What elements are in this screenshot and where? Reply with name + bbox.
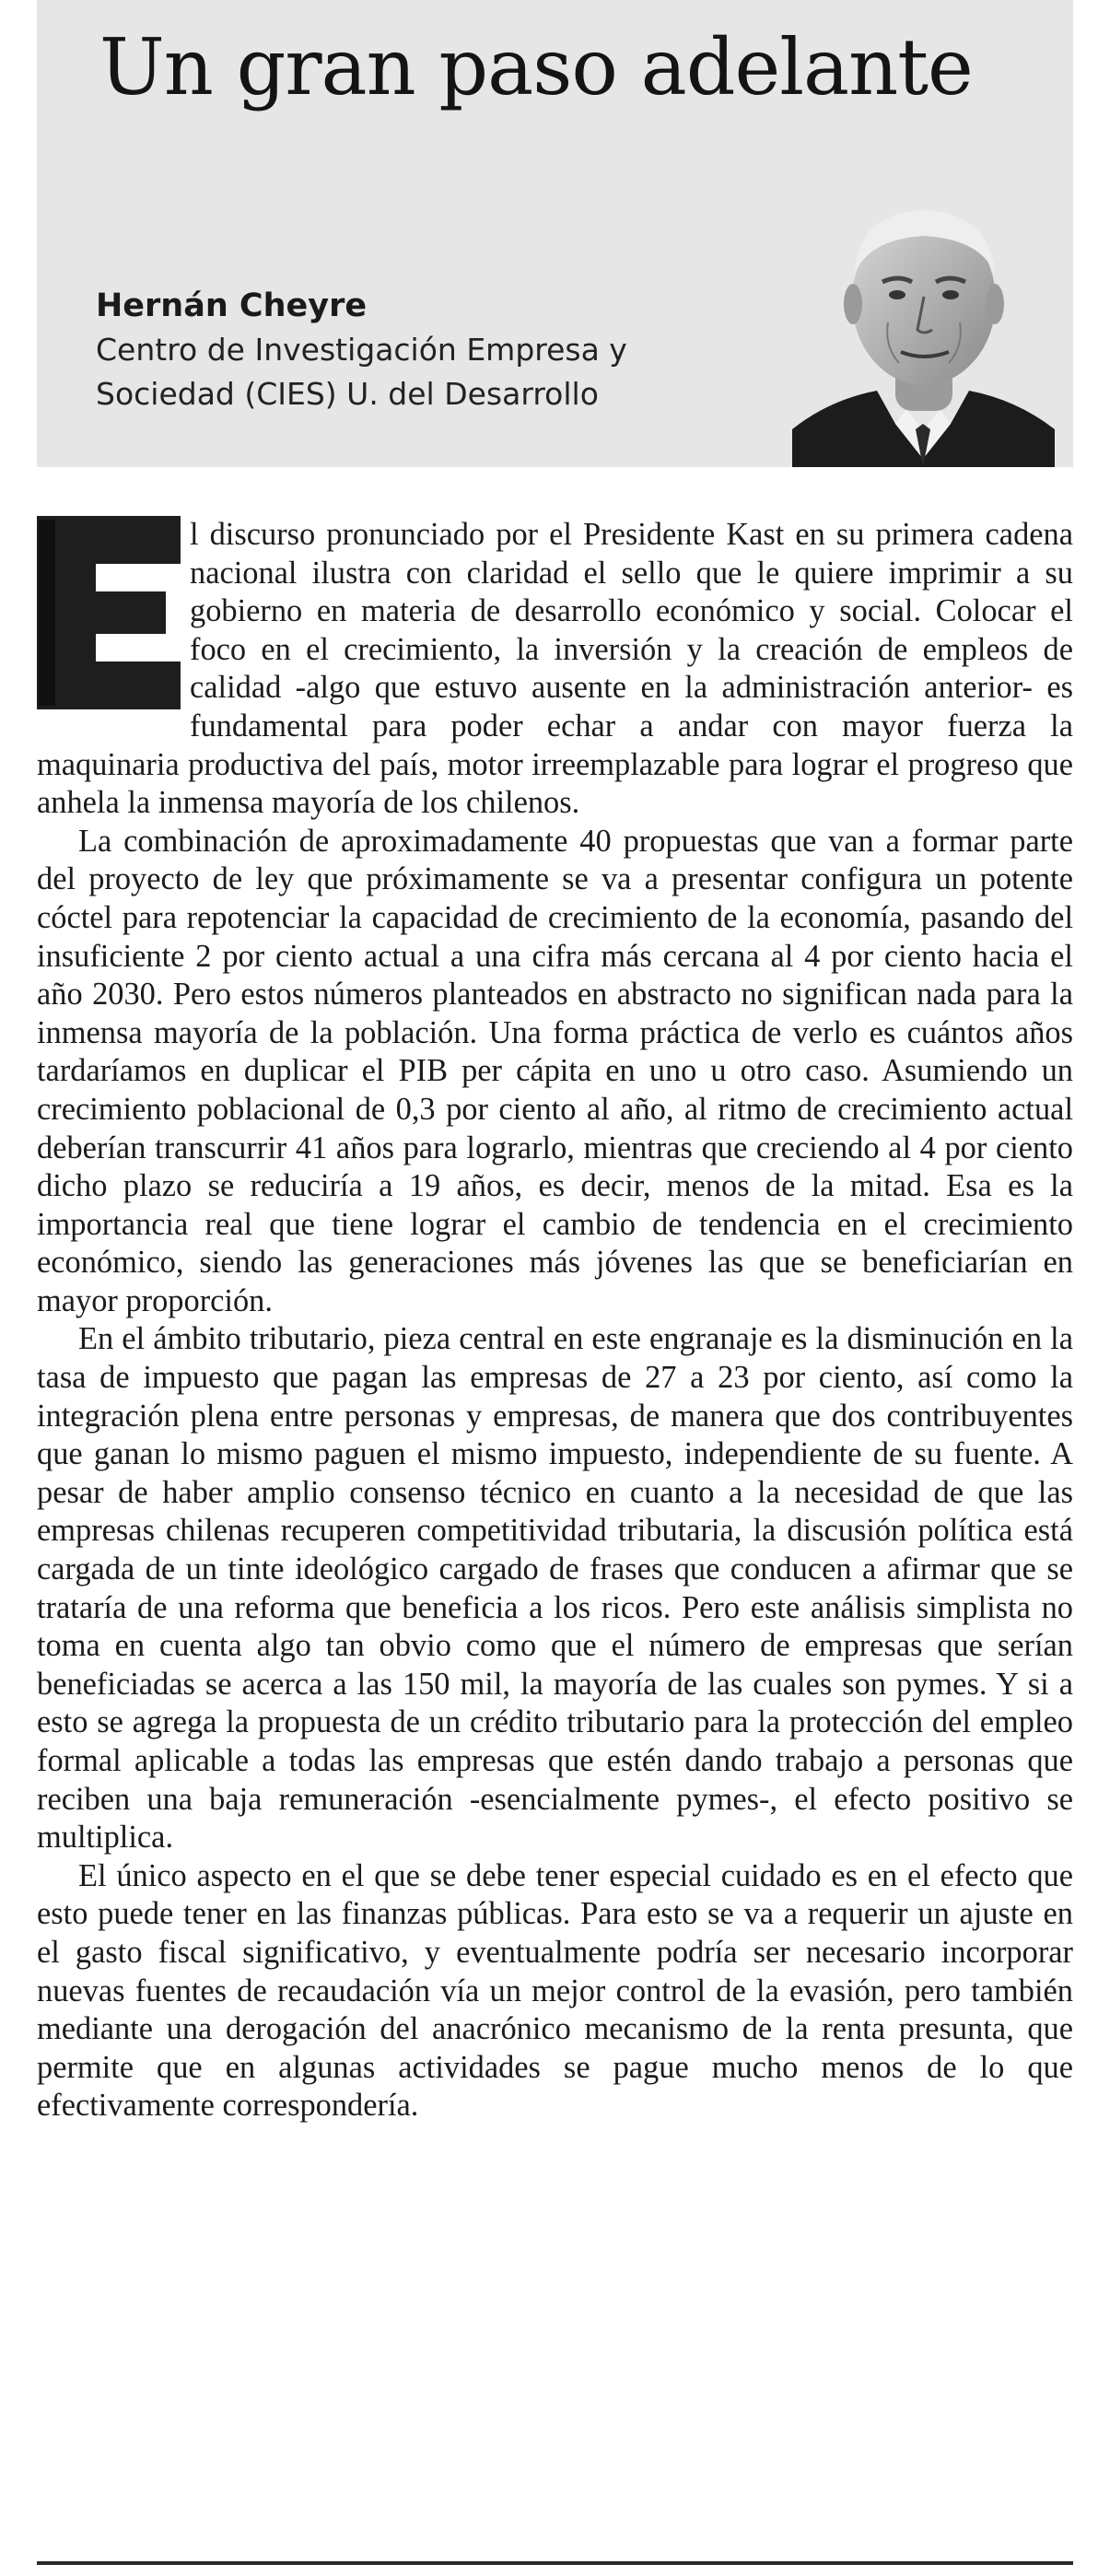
article-title: Un gran paso adelante (99, 22, 973, 112)
article-header (37, 0, 1073, 467)
paragraph: La combinación de aproximadamente 40 propuestas que van a formar parte del proyecto de ley que próximamente se va a presentar configura un potente cóctel para repotenciar la capacidad de crecimiento de la economía, pasando del insuficiente 2 por ciento actual a una cifra más cercana al 4 por ciento hacia el año 2030. Pero estos números planteados en abstracto no significan nada para la inmensa mayoría de la población. Una forma práctica de verlo es cuántos años tardaríamos en duplicar el PIB per cápita en uno u otro caso. Asumiendo un crecimiento poblacional de 0,3 por ciento al año, al ritmo de crecimiento actual deberían transcurrir 41 años para lograrlo, mientras que creciendo al 4 por ciento dicho plazo se reduciría a 19 años, es decir, menos de la mitad. Esa es la importancia real que tiene lograr el cambio de tendencia en el crecimiento económico, siendo las generaciones más jóvenes las que se beneficiarían en mayor proporción. (37, 823, 1073, 1318)
paragraph: El único aspecto en el que se debe tener especial cuidado es en el efecto que esto puede tener en las finanzas públicas. Para esto se va a requerir un ajuste en el gasto fiscal significativo, y eventualmente podría ser necesario incorporar nuevas fuentes de recaudación vía un mejor control de la evasión, pero también mediante una derogación del anacrónico mecanismo de la renta presunta, que permite que en algunas actividades se pague mucho menos de lo que efectivamente correspondería. (37, 1857, 1073, 2124)
bottom-rule (37, 2561, 1073, 2565)
paragraph: En el ámbito tributario, pieza central en este engranaje es la disminución en la tasa de impuesto que pagan las empresas de 27 a 23 por ciento, así como la integración plena entre personas y empresas, de manera que dos contribuyentes que ganan lo mismo paguen el mismo impuesto, independiente de su fuente. A pesar de haber amplio consenso técnico en cuanto a la necesidad de que las empresas chilenas recuperen competitividad tributaria, la discusión política está cargada de un tinte ideológico cargado de frases que conducen a afirmar que se trataría de una reforma que beneficia a los ricos. Pero este análisis simplista no toma en cuenta algo tan obvio como que el número de empresas que serían beneficiadas se acerca a las 150 mil, la mayoría de las cuales son pymes. Y si a esto se agrega la propuesta de un crédito tributario para la protección del empleo formal aplicable a todas las empresas que estén dando trabajo a personas que reciben una baja remuneración -esencialmente pymes-, el efecto positivo se multiplica. (37, 1321, 1073, 1856)
paragraph (37, 516, 1073, 823)
paragraph-text: l discurso pronunciado por el Presidente Kast en su primera cadena nacional ilustra con claridad el sello que le quiere imprimir a su gobierno en materia de desarrollo económico y social. Colocar el foco en el crecimiento, la inversión y la creación de empleos de calidad -algo que estuvo ausente en la administración anterior- es fundamental para poder echar a andar con mayor fuerza la maquinaria productiva del país, motor irreemplazable para lograr el progreso que anhela la inmensa mayoría de los chilenos. (37, 517, 1073, 821)
drop-cap-letter-e (37, 516, 181, 709)
article-body (37, 516, 1073, 2125)
author-affiliation: Centro de Investigación Empresa y Sociedad (CIES) U. del Desarrollo (96, 332, 627, 412)
author-name: Hernán Cheyre (96, 287, 368, 324)
author-portrait (792, 182, 1055, 467)
drop-cap (37, 516, 181, 709)
